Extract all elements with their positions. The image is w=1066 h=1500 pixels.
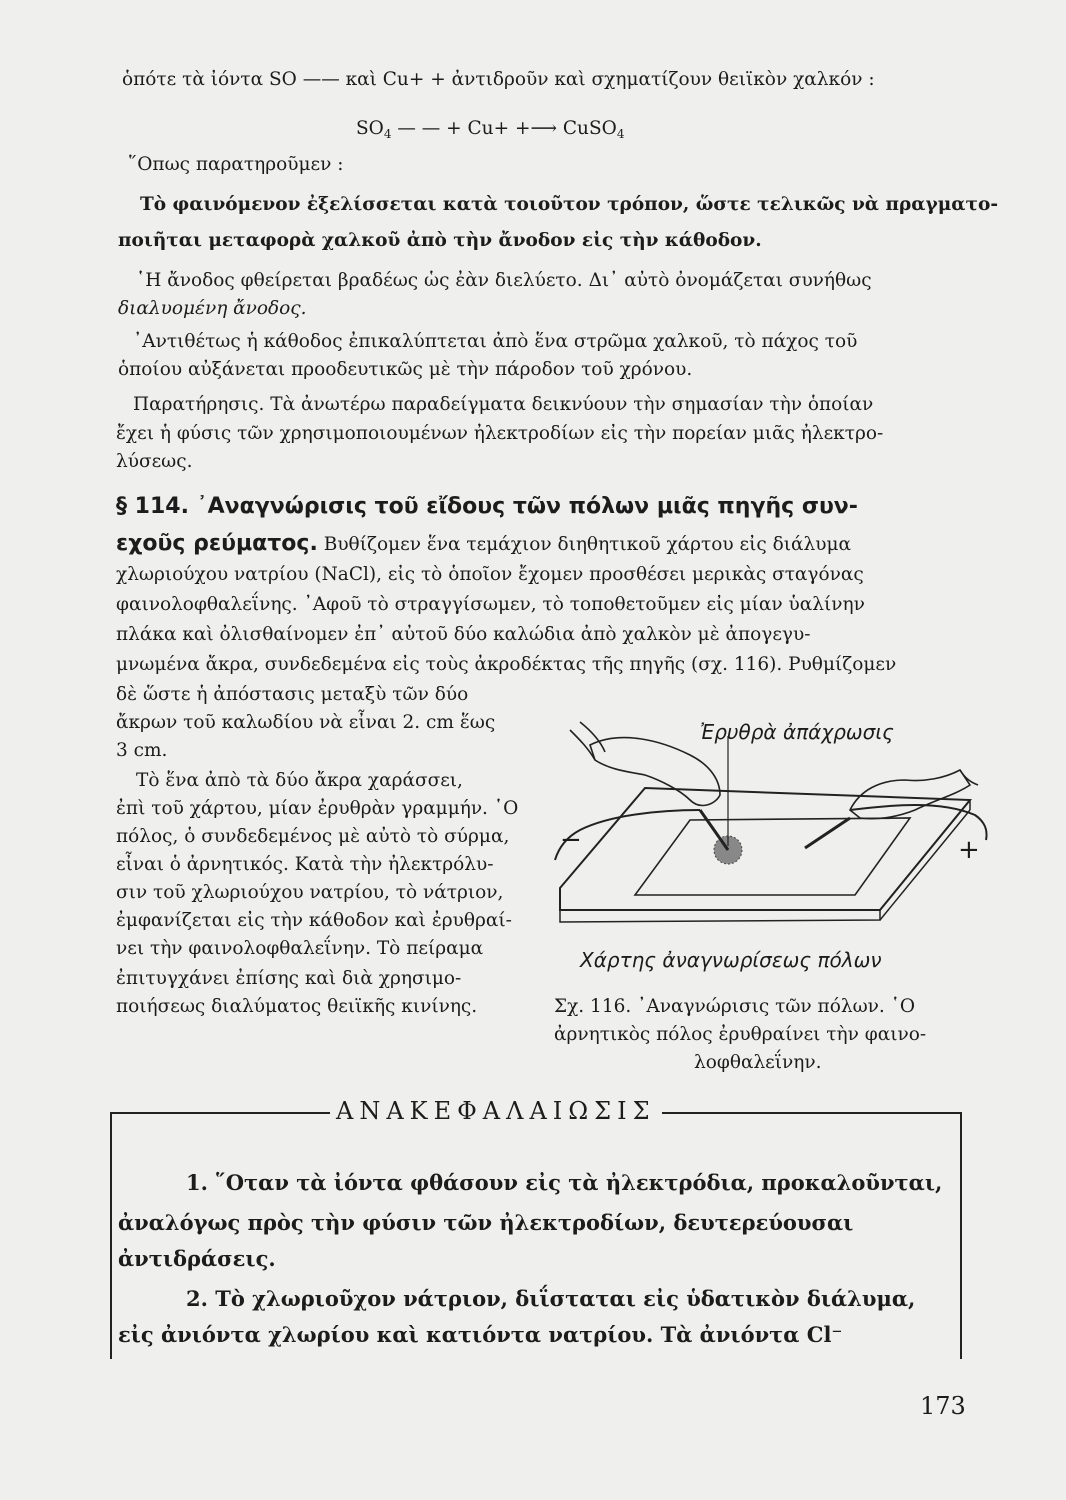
text-line: διαλυομένη ἄνοδος. <box>118 298 307 319</box>
text-line: 3 cm. <box>116 740 168 761</box>
text-line: ὁποίου αὐξάνεται προοδευτικῶς μὲ τὴν πάροδον τοῦ χρόνου. <box>118 359 693 380</box>
text-line: ἄκρων τοῦ καλωδίου νὰ εἶναι 2. cm ἕως <box>116 712 496 733</box>
left-hand <box>590 738 720 806</box>
left-electrode <box>700 810 728 850</box>
text-line: ποιήσεως διαλύματος θειϊκῆς κινίνης. <box>116 996 478 1017</box>
figure-caption-line: ἀρνητικὸς πόλος ἐρυθραίνει τὴν φαινο- <box>554 1024 927 1045</box>
text-line: Τὸ ἕνα ἀπὸ τὰ δύο ἄκρα χαράσσει, <box>136 770 463 791</box>
text-line: χλωριούχου νατρίου (NaCl), εἰς τὸ ὁποῖον ἔχομεν προσθέσει μερικὰς σταγόνας <box>116 564 864 585</box>
summary-line: εἰς ἀνιόντα χλωρίου καὶ κατιόντα νατρίου. Τὰ ἀνιόντα Cl⁻ <box>118 1322 843 1347</box>
text-line: ἐμφανίζεται εἰς τὴν κάθοδον καὶ ἐρυθραί- <box>116 910 512 931</box>
text-line: ῞Οπως παρατηροῦμεν : <box>128 154 344 175</box>
summary-line: ἀντιδράσεις. <box>118 1246 276 1271</box>
figure-116 <box>550 700 990 1000</box>
bold-text-line: Τὸ φαινόμενον ἐξελίσσεται κατὰ τοιοῦτον τρόπον, ὥστε τελικῶς νὰ πραγματο- <box>140 194 999 215</box>
text-line: ἐπιτυγχάνει ἐπίσης καὶ διὰ χρησιμο- <box>116 968 462 989</box>
bold-text-line: ποιῆται μεταφορὰ χαλκοῦ ἀπὸ τὴν ἄνοδον εἰς τὴν κάθοδον. <box>118 230 762 251</box>
right-hand <box>850 770 970 819</box>
summary-line: 1. ῞Οταν τὰ ἰόντα φθάσουν εἰς τὰ ἠλεκτρόδια, προκαλοῦνται, <box>186 1170 943 1195</box>
page-number: 173 <box>920 1392 966 1420</box>
summary-title: ΑΝΑΚΕΦΑΛΑΙΩΣΙΣ <box>330 1097 662 1125</box>
text-line: φαινολοφθαλεΐνης. ᾽Αφοῦ τὸ στραγγίσωμεν, τὸ τοποθετοῦμεν εἰς μίαν ὑαλίνην <box>116 594 865 615</box>
text-line: σιν τοῦ χλωριούχου νατρίου, τὸ νάτριον, <box>116 882 504 903</box>
label-minus: − <box>560 825 582 855</box>
text-line: πλάκα καὶ ὀλισθαίνομεν ἐπ᾽ αὐτοῦ δύο καλώδια ἀπὸ χαλκὸν μὲ ἀπογεγυ- <box>116 624 811 645</box>
text-line: ᾽Αντιθέτως ἡ κάθοδος ἐπικαλύπτεται ἀπὸ ἕνα στρῶμα χαλκοῦ, τὸ πάχος τοῦ <box>133 331 858 352</box>
text-line: λύσεως. <box>116 451 193 472</box>
figure-caption-line: λοφθαλεΐνην. <box>694 1052 822 1073</box>
glass-plate-edge <box>560 910 880 922</box>
chemical-equation: $SO_4$ — — + Cu+ +⟶ CuSO$_4$ <box>356 118 625 141</box>
label-paper: Χάρτης ἀναγνωρίσεως πόλων <box>580 948 882 972</box>
text-line: ὁπότε τὰ ἰόντα SO —— καὶ Cu+ + ἀντιδροῦν καὶ σχηματίζουν θειϊκὸν χαλκόν : <box>122 69 875 90</box>
right-electrode <box>805 818 850 848</box>
text-line: πόλος, ὁ συνδεδεμένος μὲ αὐτὸ τὸ σύρμα, <box>116 826 510 847</box>
summary-line: 2. Τὸ χλωριοῦχον νάτριον, διΐσταται εἰς ὑδατικὸν διάλυμα, <box>186 1286 916 1311</box>
section-heading: § 114. ᾽Αναγνώρισις τοῦ εἴδους τῶν πόλων μιᾶς πηγῆς συν- <box>116 494 858 519</box>
label-red-trace: Ἐρυθρὰ ἀπάχρωσις <box>700 720 894 744</box>
glass-plate <box>560 788 970 910</box>
summary-line: ἀναλόγως πρὸς τὴν φύσιν τῶν ἠλεκτροδίων, δευτερεύουσαι <box>118 1210 854 1235</box>
text-line: δὲ ὥστε ἡ ἀπόστασις μεταξὺ τῶν δύο <box>116 684 469 705</box>
text-line: ἐπὶ τοῦ χάρτου, μίαν ἐρυθρὰν γραμμήν. ῾Ο <box>116 798 519 819</box>
label-plus: + <box>958 835 980 865</box>
text-line: ἔχει ἡ φύσις τῶν χρησιμοποιουμένων ἠλεκτροδίων εἰς τὴν πορείαν μιᾶς ἠλεκτρο- <box>116 423 884 444</box>
text-line: εἶναι ὁ ἀρνητικός. Κατὰ τὴν ἠλεκτρόλυ- <box>116 854 494 875</box>
filter-paper <box>635 818 910 895</box>
text-line: ῾Η ἄνοδος φθείρεται βραδέως ὡς ἐὰν διελύετο. Δι᾽ αὐτὸ ὀνομάζεται συνήθως <box>136 270 872 291</box>
text-line: Παρατήρησις. Τὰ ἀνωτέρω παραδείγματα δεικνύουν τὴν σημασίαν τὴν ὁποίαν <box>133 394 874 415</box>
section-heading-line2: εχοῦς ρεύματος. Βυθίζομεν ἕνα τεμάχιον διηθητικοῦ χάρτου εἰς διάλυμα <box>116 531 852 556</box>
figure-caption-line: Σχ. 116. ᾽Αναγνώρισις τῶν πόλων. ῾Ο <box>554 996 916 1017</box>
text-line: μνωμένα ἄκρα, συνδεδεμένα εἰς τοὺς ἀκροδέκτας τῆς πηγῆς (σχ. 116). Ρυθμίζομεν <box>116 654 897 675</box>
text-line: νει τὴν φαινολοφθαλεΐνην. Τὸ πείραμα <box>116 938 484 959</box>
